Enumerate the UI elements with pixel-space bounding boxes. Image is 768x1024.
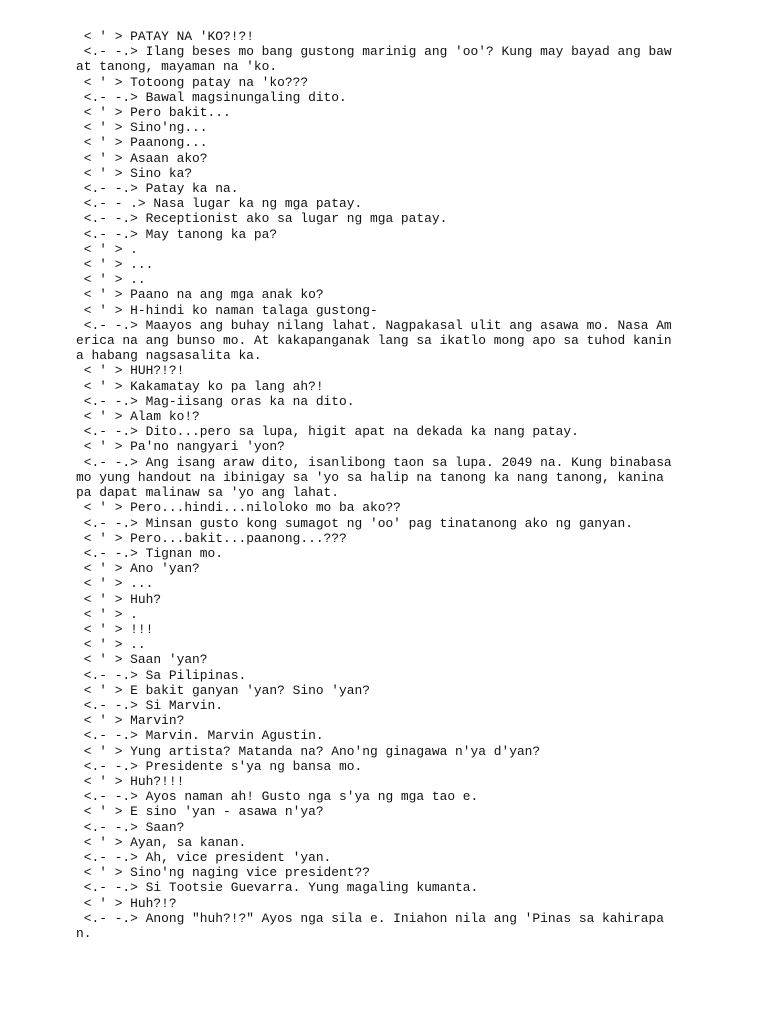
dialogue-line: <.- -.> Maayos ang buhay nilang lahat. Nagpakasal ulit ang asawa mo. Nasa America na ang bunso mo. At kakapanganak lang sa ikatlo mong apo sa tuhod kanina habang nagsasalita ka. xyxy=(76,317,672,364)
dialogue-line: <.- -.> May tanong ka pa? xyxy=(76,226,278,242)
dialogue-line: < ' > Alam ko!? xyxy=(76,409,200,425)
dialogue-line: < ' > Pa'no nangyari 'yon? xyxy=(76,439,285,455)
dialogue-line: < ' > Saan 'yan? xyxy=(76,652,208,668)
dialogue-line: <.- -.> Anong "huh?!?" Ayos nga sila e. Iniahon nila ang 'Pinas sa kahirapan. xyxy=(76,910,664,941)
dialogue-line: < ' > . xyxy=(76,241,138,257)
dialogue-line: < ' > . xyxy=(76,606,138,622)
dialogue-line: <.- -.> Ang isang araw dito, isanlibong taon sa lupa. 2049 na. Kung binabasa mo yung handout na ibinigay sa 'yo sa halip na tanong ka nang tanong, kanina pa dapat malinaw sa 'yo ang lahat. xyxy=(76,454,680,501)
dialogue-line: < ' > !!! xyxy=(76,621,154,637)
dialogue-line: <.- -.> Mag-iisang oras ka na dito. xyxy=(76,393,355,409)
dialogue-line: < ' > Huh?!!! xyxy=(76,773,185,789)
dialogue-line: <.- -.> Ah, vice president 'yan. xyxy=(76,849,332,865)
dialogue-line: < ' > Huh?!? xyxy=(76,895,177,911)
dialogue-line: <.- -.> Marvin. Marvin Agustin. xyxy=(76,728,324,744)
dialogue-line: < ' > .. xyxy=(76,272,146,288)
dialogue-lines xyxy=(76,29,680,941)
dialogue-line: < ' > Kakamatay ko pa lang ah?! xyxy=(76,378,324,394)
dialogue-line: <.- -.> Minsan gusto kong sumagot ng 'oo' pag tinatanong ako ng ganyan. xyxy=(76,515,633,531)
dialogue-line: < ' > Ayan, sa kanan. xyxy=(76,834,247,850)
dialogue-line: < ' > PATAY NA 'KO?!?! xyxy=(76,29,254,44)
dialogue-line: < ' > .. xyxy=(76,637,146,653)
dialogue-line: <.- -.> Receptionist ako sa lugar ng mga patay. xyxy=(76,211,448,227)
dialogue-line: < ' > HUH?!?! xyxy=(76,363,185,379)
dialogue-line: < ' > Ano 'yan? xyxy=(76,561,200,577)
dialogue-line: < ' > Sino'ng naging vice president?? xyxy=(76,865,370,881)
dialogue-line: < ' > ... xyxy=(76,257,154,273)
dialogue-line: < ' > E sino 'yan - asawa n'ya? xyxy=(76,804,324,820)
dialogue-line: < ' > Pero...bakit...paanong...??? xyxy=(76,530,347,546)
dialogue-line: < ' > H-hindi ko naman talaga gustong- xyxy=(76,302,378,318)
dialogue-line: < ' > E bakit ganyan 'yan? Sino 'yan? xyxy=(76,682,370,698)
dialogue-line: <.- -.> Dito...pero sa lupa, higit apat na dekada ka nang patay. xyxy=(76,424,579,440)
dialogue-line: < ' > ... xyxy=(76,576,154,592)
dialogue-line: < ' > Asaan ako? xyxy=(76,150,208,166)
dialogue-line: <.- -.> Sa Pilipinas. xyxy=(76,667,247,683)
dialogue-line: <.- -.> Si Marvin. xyxy=(76,697,223,713)
dialogue-line: < ' > Pero bakit... xyxy=(76,105,231,121)
dialogue-line: <.- -.> Presidente s'ya ng bansa mo. xyxy=(76,758,363,774)
dialogue-line: < ' > Sino'ng... xyxy=(76,120,208,136)
dialogue-line: <.- -.> Bawal magsinungaling dito. xyxy=(76,89,347,105)
dialogue-line: < ' > Totoong patay na 'ko??? xyxy=(76,74,309,90)
dialogue-line: <.- -.> Ilang beses mo bang gustong marinig ang 'oo'? Kung may bayad ang bawat tanong, mayaman na 'ko. xyxy=(76,44,672,75)
dialogue-line: < ' > Pero...hindi...niloloko mo ba ako?? xyxy=(76,500,401,516)
dialogue-line: <.- -.> Tignan mo. xyxy=(76,545,223,561)
dialogue-line: < ' > Marvin? xyxy=(76,713,185,729)
dialogue-line: < ' > Sino ka? xyxy=(76,165,193,181)
dialogue-line: <.- - .> Nasa lugar ka ng mga patay. xyxy=(76,196,363,212)
dialogue-line: <.- -.> Patay ka na. xyxy=(76,181,239,197)
dialogue-line: <.- -.> Ayos naman ah! Gusto nga s'ya ng mga tao e. xyxy=(76,789,479,805)
dialogue-line: <.- -.> Si Tootsie Guevarra. Yung magaling kumanta. xyxy=(76,880,479,896)
dialogue-line: < ' > Yung artista? Matanda na? Ano'ng ginagawa n'ya d'yan? xyxy=(76,743,541,759)
dialogue-line: <.- -.> Saan? xyxy=(76,819,185,835)
dialogue-line: < ' > Paanong... xyxy=(76,135,208,151)
dialogue-line: < ' > Paano na ang mga anak ko? xyxy=(76,287,324,303)
dialogue-line: < ' > Huh? xyxy=(76,591,162,607)
